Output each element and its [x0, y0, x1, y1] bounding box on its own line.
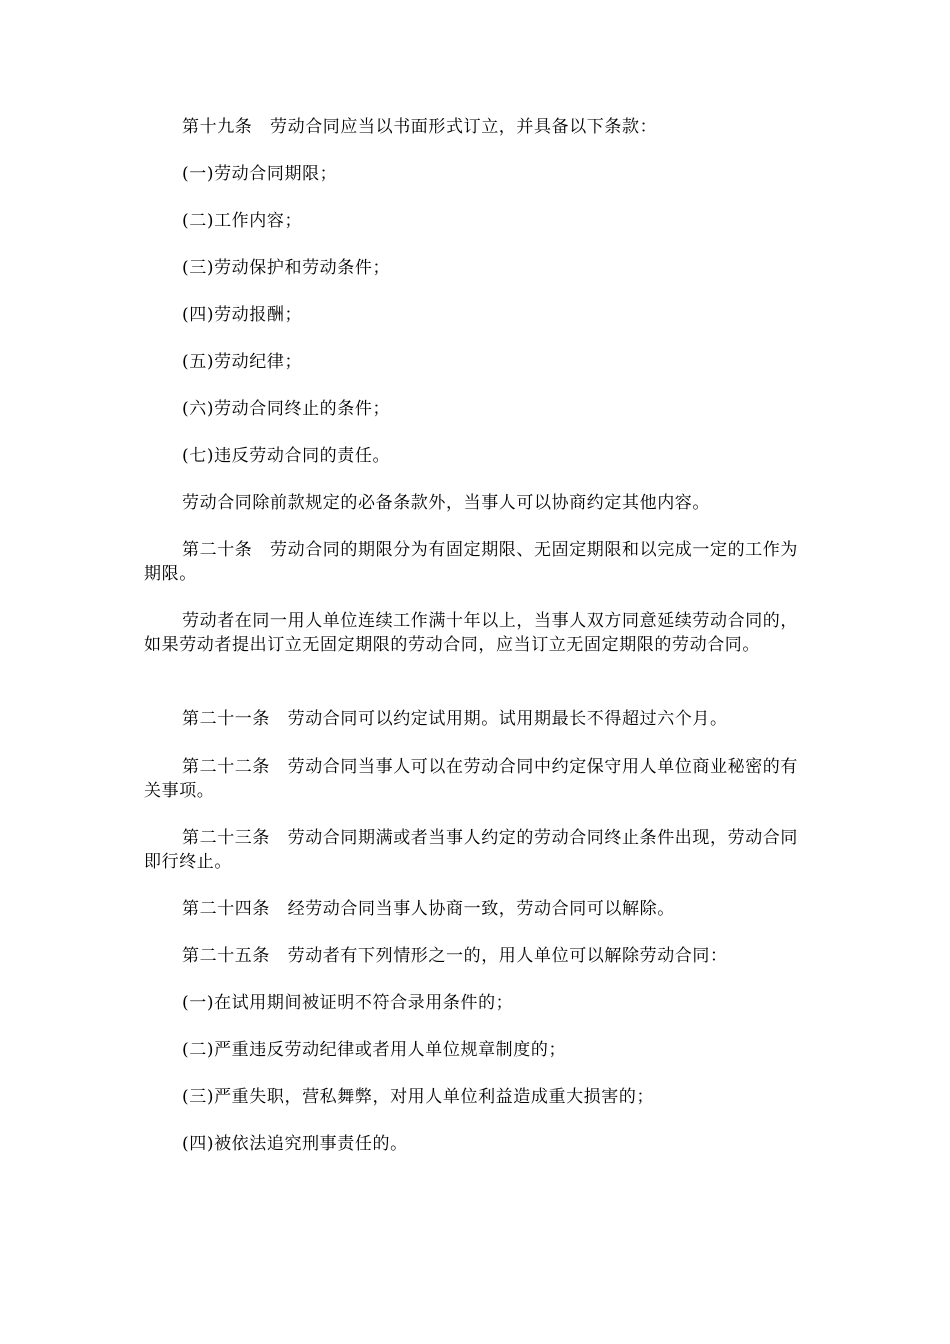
- article-19-item-3: (三)劳动保护和劳动条件；: [182, 258, 391, 278]
- article-19-item-4: (四)劳动报酬；: [182, 305, 303, 325]
- article-19-item-7: (七)违反劳动合同的责任。: [182, 446, 391, 466]
- article-19-item-1: (一)劳动合同期限；: [182, 164, 338, 184]
- article-25-heading: 第二十五条 劳动者有下列情形之一的，用人单位可以解除劳动合同：: [182, 946, 728, 966]
- article-25-item-1: (一)在试用期间被证明不符合录用条件的；: [182, 993, 514, 1013]
- article-19-heading: 第十九条 劳动合同应当以书面形式订立，并具备以下条款：: [182, 117, 658, 137]
- article-20: 第二十条 劳动合同的期限分为有固定期限、无固定期限和以完成一定的工作为期限。: [144, 540, 798, 584]
- article-19-item-5: (五)劳动纪律；: [182, 352, 303, 372]
- article-24: 第二十四条 经劳动合同当事人协商一致，劳动合同可以解除。: [182, 899, 675, 919]
- article-22: 第二十二条 劳动合同当事人可以在劳动合同中约定保守用人单位商业秘密的有关事项。: [144, 757, 798, 801]
- article-25-item-3: (三)严重失职，营私舞弊，对用人单位利益造成重大损害的；: [182, 1087, 655, 1107]
- article-19-item-6: (六)劳动合同终止的条件；: [182, 399, 391, 419]
- article-25-item-4: (四)被依法追究刑事责任的。: [182, 1134, 408, 1154]
- article-21: 第二十一条 劳动合同可以约定试用期。试用期最长不得超过六个月。: [182, 709, 728, 729]
- article-19-paragraph-2: 劳动合同除前款规定的必备条款外，当事人可以协商约定其他内容。: [182, 493, 710, 513]
- article-23: 第二十三条 劳动合同期满或者当事人约定的劳动合同终止条件出现，劳动合同即行终止。: [144, 828, 798, 872]
- article-19-item-2: (二)工作内容；: [182, 211, 303, 231]
- article-25-item-2: (二)严重违反劳动纪律或者用人单位规章制度的；: [182, 1040, 567, 1060]
- article-20-paragraph-2: 劳动者在同一用人单位连续工作满十年以上，当事人双方同意延续劳动合同的，如果劳动者提出订立无固定期限的劳动合同，应当订立无固定期限的劳动合同。: [144, 611, 798, 655]
